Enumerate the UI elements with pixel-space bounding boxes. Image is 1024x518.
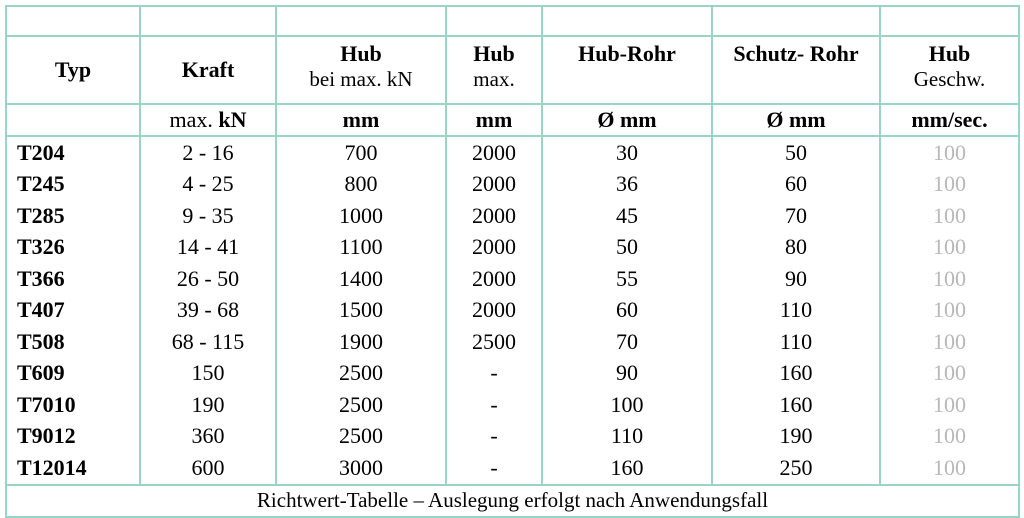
cell-hub-max: -: [446, 421, 542, 453]
cell-typ: T366: [6, 263, 140, 295]
cell-hub-rohr: 36: [542, 169, 712, 201]
cell-hub-rohr: 60: [542, 295, 712, 327]
header-speed: [880, 36, 1019, 104]
cell-hub-max: 2000: [446, 200, 542, 232]
cell-hub-max: 2000: [446, 232, 542, 264]
table-row: [6, 200, 1019, 232]
table-row: [6, 232, 1019, 264]
cell-hub: 2500: [276, 421, 446, 453]
cell-typ: T407: [6, 295, 140, 327]
header-speed-title: Hub: [928, 41, 971, 66]
cell-schutz-rohr: 110: [712, 295, 880, 327]
footer-note: Richtwert-Tabelle – Auslegung erfolgt nach Anwendungsfall: [6, 485, 1019, 517]
spec-table: [5, 5, 1020, 518]
cell-hub-max: 2000: [446, 263, 542, 295]
cell-kraft: 150: [140, 358, 276, 390]
cell-speed: 100: [880, 295, 1019, 327]
cell-hub-max: 2000: [446, 169, 542, 201]
unit-speed: mm/sec.: [880, 104, 1019, 136]
table-row: [6, 263, 1019, 295]
cell-kraft: 39 - 68: [140, 295, 276, 327]
cell-speed: 100: [880, 263, 1019, 295]
unit-kraft: [140, 104, 276, 136]
cell-hub-max: 2000: [446, 136, 542, 169]
unit-hub-rohr: Ø mm: [542, 104, 712, 136]
cell-hub: 700: [276, 136, 446, 169]
unit-kraft-unit: kN: [218, 107, 247, 132]
cell-schutz-rohr: 160: [712, 389, 880, 421]
cell-hub-rohr: 90: [542, 358, 712, 390]
cell-speed: 100: [880, 452, 1019, 485]
cell-schutz-rohr: 90: [712, 263, 880, 295]
cell-schutz-rohr: 50: [712, 136, 880, 169]
cell-kraft: 9 - 35: [140, 200, 276, 232]
blank-row: [6, 6, 1019, 36]
cell-speed: 100: [880, 232, 1019, 264]
header-hub-sub: bei max. kN: [309, 67, 413, 91]
cell-typ: T7010: [6, 389, 140, 421]
cell-schutz-rohr: 110: [712, 326, 880, 358]
cell-kraft: 2 - 16: [140, 136, 276, 169]
table-row: [6, 326, 1019, 358]
cell-speed: 100: [880, 136, 1019, 169]
unit-hub: mm: [276, 104, 446, 136]
cell-kraft: 68 - 115: [140, 326, 276, 358]
cell-hub: 1400: [276, 263, 446, 295]
cell-speed: 100: [880, 389, 1019, 421]
cell-schutz-rohr: 160: [712, 358, 880, 390]
cell-hub-max: 2000: [446, 295, 542, 327]
cell-speed: 100: [880, 421, 1019, 453]
header-hub-max-sub: max.: [473, 67, 515, 91]
cell-typ: T285: [6, 200, 140, 232]
cell-typ: T245: [6, 169, 140, 201]
cell-hub: 1900: [276, 326, 446, 358]
cell-kraft: 190: [140, 389, 276, 421]
units-row: [6, 104, 1019, 136]
cell-typ: T12014: [6, 452, 140, 485]
cell-hub-rohr: 100: [542, 389, 712, 421]
cell-kraft: 26 - 50: [140, 263, 276, 295]
cell-kraft: 4 - 25: [140, 169, 276, 201]
header-speed-sub: Geschw.: [913, 67, 986, 91]
cell-hub-rohr: 45: [542, 200, 712, 232]
footer-row: [6, 485, 1019, 517]
table-row: [6, 389, 1019, 421]
cell-hub-rohr: 30: [542, 136, 712, 169]
header-row: [6, 36, 1019, 104]
unit-schutz-rohr: Ø mm: [712, 104, 880, 136]
unit-kraft-prefix: max.: [169, 107, 213, 132]
cell-hub: 3000: [276, 452, 446, 485]
cell-hub: 2500: [276, 358, 446, 390]
cell-hub-max: -: [446, 358, 542, 390]
cell-kraft: 14 - 41: [140, 232, 276, 264]
header-hub-max: [446, 36, 542, 104]
header-hub-max-title: Hub: [473, 41, 515, 66]
table-body: [6, 136, 1019, 485]
header-typ: Typ: [6, 36, 140, 104]
header-kraft: Kraft: [140, 36, 276, 104]
cell-schutz-rohr: 250: [712, 452, 880, 485]
header-schutz-rohr: Schutz- Rohr: [712, 36, 880, 104]
table-row: [6, 421, 1019, 453]
cell-schutz-rohr: 60: [712, 169, 880, 201]
cell-speed: 100: [880, 358, 1019, 390]
table-row: [6, 358, 1019, 390]
cell-schutz-rohr: 80: [712, 232, 880, 264]
header-hub-rohr: Hub-Rohr: [542, 36, 712, 104]
table-row: [6, 169, 1019, 201]
cell-hub: 2500: [276, 389, 446, 421]
table-row: [6, 136, 1019, 169]
cell-hub-rohr: 50: [542, 232, 712, 264]
cell-typ: T204: [6, 136, 140, 169]
cell-hub-rohr: 110: [542, 421, 712, 453]
cell-hub-max: -: [446, 389, 542, 421]
cell-hub-max: 2500: [446, 326, 542, 358]
cell-typ: T609: [6, 358, 140, 390]
cell-hub-max: -: [446, 452, 542, 485]
cell-hub: 1100: [276, 232, 446, 264]
cell-schutz-rohr: 70: [712, 200, 880, 232]
cell-hub-rohr: 70: [542, 326, 712, 358]
header-hub-title: Hub: [340, 41, 382, 66]
header-hub: [276, 36, 446, 104]
cell-hub-rohr: 160: [542, 452, 712, 485]
cell-typ: T326: [6, 232, 140, 264]
cell-speed: 100: [880, 169, 1019, 201]
cell-hub: 1500: [276, 295, 446, 327]
table-row: [6, 295, 1019, 327]
cell-typ: T508: [6, 326, 140, 358]
unit-hub-max: mm: [446, 104, 542, 136]
cell-speed: 100: [880, 200, 1019, 232]
table-row: [6, 452, 1019, 485]
cell-schutz-rohr: 190: [712, 421, 880, 453]
cell-kraft: 360: [140, 421, 276, 453]
cell-hub: 800: [276, 169, 446, 201]
cell-hub: 1000: [276, 200, 446, 232]
cell-kraft: 600: [140, 452, 276, 485]
cell-hub-rohr: 55: [542, 263, 712, 295]
cell-typ: T9012: [6, 421, 140, 453]
cell-speed: 100: [880, 326, 1019, 358]
